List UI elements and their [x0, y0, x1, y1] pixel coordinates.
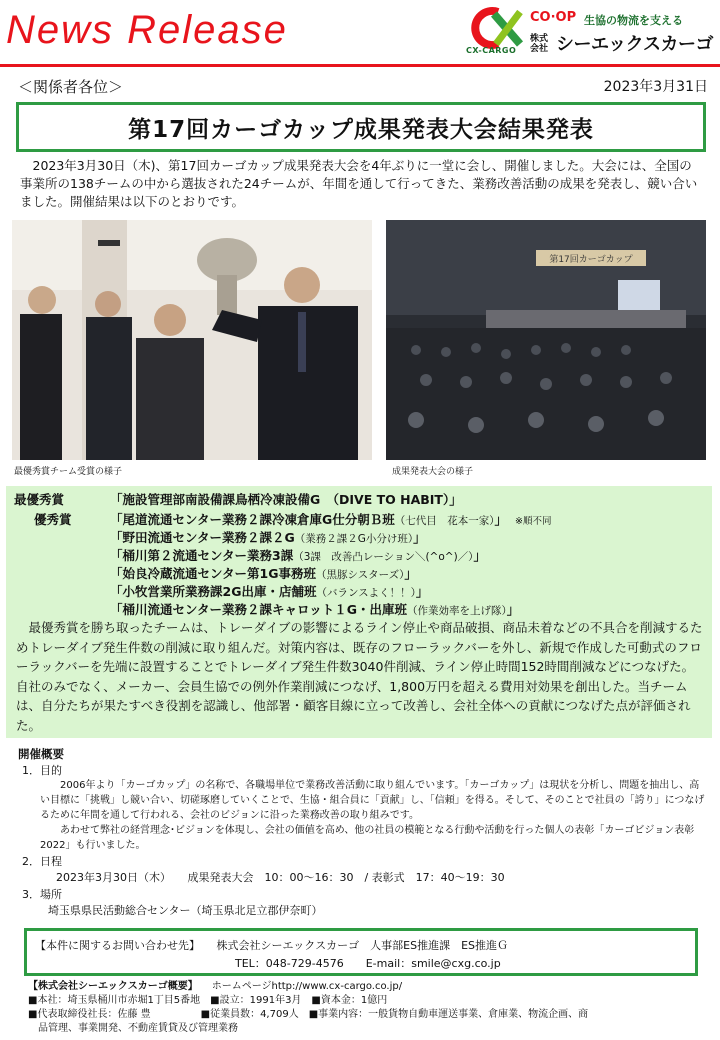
- intro-paragraph: 2023年3月30日（木)、第17回カーゴカップ成果発表大会を4年ぶりに一堂に会し、開催しました。大会には、全国の事業所の138チームの中から選抜された24チームが、年間を通して行ってきた、業務改善活動の成果を発表し、競い合いました。開催結果は以下のとおりです。: [20, 158, 698, 209]
- excellent-team: 「野田流通センター業務２課２G（業務２課２G小分け班）」: [110, 530, 426, 545]
- venue-photo: [386, 220, 706, 460]
- awards-section: [6, 486, 712, 738]
- excellent-team: 「始良冷蔵流通センター第1G事務班（黒豚シスターズ）」: [110, 566, 417, 581]
- grand-prize-team: 「施設管理部南設備課鳥栖冷凍設備G （DIVE TO HABIT）」: [110, 492, 462, 507]
- corporate-line: ■本社：埼玉県桶川市赤堀1丁目5番地 ■設立：1991年3月 ■資本金：1億円: [28, 995, 388, 1006]
- purpose-text: 2006年より「カーゴカップ」の名称で、各職場単位で業務改善活動に取り組んでいます。「カーゴカップ」は現状を分析し、問題を抽出し、高い目標に「挑戦」し競い合い、切磋琢磨していくことで、生協・組合員に「貢献」し、「信頼」を得る。そして、そのことで社員の「誇り」につなげるために年間を通して行われる、会社のビジョンに沿った業務改善の取り組みです。: [40, 780, 705, 821]
- homepage-link[interactable]: ホームページhttp://www.cx-cargo.co.jp/: [211, 981, 403, 992]
- excellent-team: 「小牧営業所業務課2G出庫・店舗班（バランスよく！！）」: [110, 584, 429, 599]
- event-overview: [18, 746, 708, 919]
- corporate-overview: [28, 980, 698, 1036]
- addressee: ＜関係者各位＞: [18, 78, 124, 96]
- order-note: ※順不同: [515, 516, 552, 527]
- release-date: 2023年3月31日: [603, 79, 708, 95]
- overview-heading: 開催概要: [18, 747, 64, 761]
- headline-box: [16, 102, 706, 152]
- news-release-title: News Release: [6, 8, 288, 52]
- purpose-label: 1．目的: [22, 764, 62, 777]
- schedule-text: 2023年3月30日（木） 成果発表大会 10：00～16：30 / 表彰式 17：40～19：30: [56, 871, 505, 884]
- contact-department: 【本件に関するお問い合わせ先】 株式会社シーエックスカーゴ 人事部ES推進課 ES推進Ｇ: [35, 939, 509, 952]
- excellent-team: 「桶川第２流通センター業務3課（3課 改善凸レーション＼(^o^)／）」: [110, 548, 486, 563]
- company-slogan: 生協の物流を支える: [584, 14, 683, 27]
- excellent-prize-label: 優秀賞: [34, 512, 72, 527]
- corporate-line: ■代表取締役社長：佐藤 豊 ■従業員数：4,709人 ■事業内容：一般貨物自動車運送事業、倉庫業、物流企画、商: [28, 1009, 589, 1020]
- contact-details[interactable]: TEL：048-729-4576 E-mail：smile@cxg.co.jp: [235, 957, 501, 970]
- logo-subtext: CX-CARGO: [466, 46, 517, 55]
- venue-text: 埼玉県県民活動総合センター（埼玉県北足立郡伊奈町）: [48, 904, 323, 917]
- coop-logo: CO·OP: [530, 10, 577, 25]
- page-header: [0, 0, 720, 66]
- excellent-team: 「桶川流通センター業務２課キャロット１G・出庫班（作業効率を上げ隊）」: [110, 602, 520, 617]
- corporate-line: 品管理、事業開発、不動産賃貸及び管理業務: [28, 1023, 238, 1034]
- headline: 第17回カーゴカップ成果発表大会結果発表: [128, 116, 594, 143]
- purpose-text-2: あわせて弊社の経営理念･ビジョンを体現し、会社の価値を高め、他の社員の模範となる行動や活動を行った個人の表彰「カーゴビジョン表彰2022」も行いました。: [40, 825, 695, 851]
- header-divider: [0, 64, 720, 67]
- award-photo: [12, 220, 372, 460]
- excellent-team: 「尾道流通センター業務２課冷凍倉庫G仕分朝Ｂ班（七代目 花本一家）」 ※順不同: [110, 512, 552, 527]
- grand-prize-label: 最優秀賞: [14, 492, 65, 507]
- award-description: 最優秀賞を勝ち取ったチームは、トレーダイブの影響によるライン停止や商品破損、商品未着などの不具合を削減するためトレーダイブ発生件数の削減に取り組んだ。対策内容は、既存のフローラックバーを外し、新規で作成した可動式のフローラックバーを先端に設置することでトレーダイブ発生件数3040件削減、ライン停止時間152時間削減などにつなげた。自社のみでなく、メーカー、会員生協での例外作業削減につなげ、1,800万円を超える費用対効果を創出した。当チームは、自分たちが果たすべき役割を認識し、他部署・顧客目線に立って改善し、会社全体への貢献につなげた点が評価された。: [16, 620, 703, 733]
- stage-banner-text: 第17回カーゴカップ: [549, 255, 633, 265]
- company-logo-text: シーエックスカーゴ: [556, 34, 713, 55]
- corporate-heading: 【株式会社シーエックスカーゴ概要】: [28, 981, 198, 992]
- venue-photo-caption: 成果発表大会の様子: [392, 467, 474, 477]
- schedule-label: 2．日程: [22, 855, 62, 868]
- cx-logo-icon: [470, 6, 524, 50]
- kabushiki-label: 株式会社: [530, 34, 549, 54]
- award-photo-caption: 最優秀賞チーム受賞の様子: [14, 467, 123, 477]
- venue-label: 3．場所: [22, 888, 62, 901]
- contact-box: [24, 928, 698, 976]
